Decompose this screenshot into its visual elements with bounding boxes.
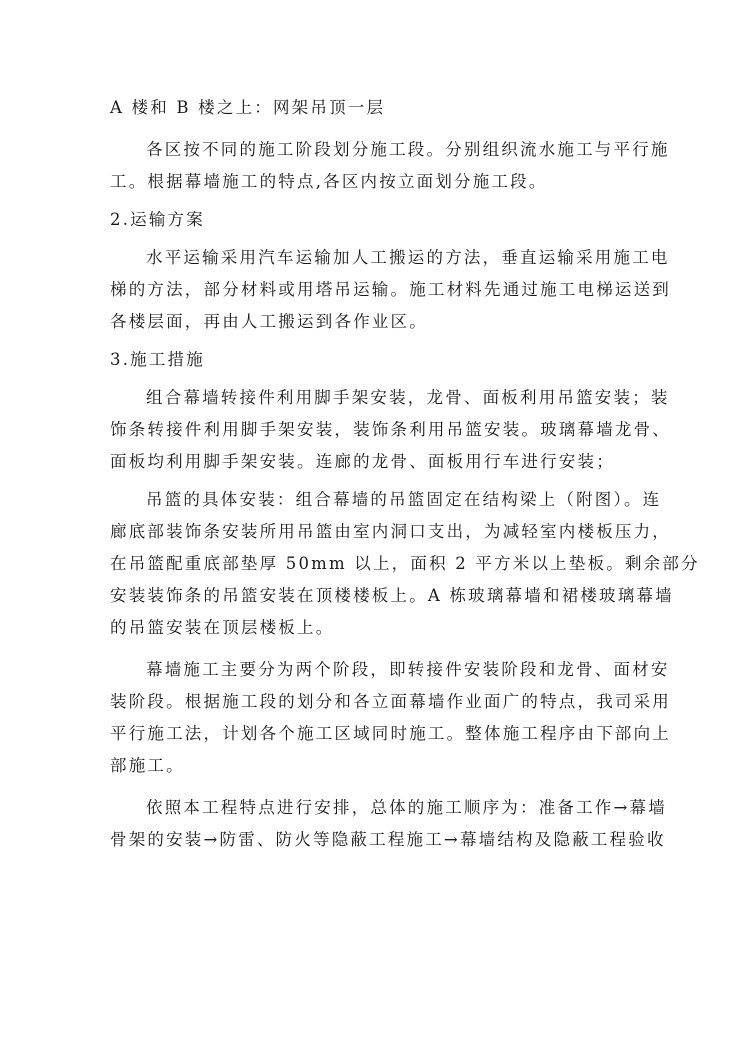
text-line: 各区按不同的施工阶段划分施工段。分别组织流水施工与平行施: [146, 140, 670, 159]
document-body: [110, 92, 700, 856]
text-line: 依照本工程特点进行安排，总体的施工顺序为：准备工作→幕墙: [146, 798, 667, 817]
text-line: 工。根据幕墙施工的特点,各区内按立面划分施工段。: [110, 172, 548, 191]
text-line: 组合幕墙转接件利用脚手架安装，龙骨、面板利用吊篮安装；装: [146, 388, 670, 407]
text-line: 水平运输采用汽车运输加人工搬运的方法，垂直运输采用施工电: [146, 248, 670, 267]
section-heading: 3.施工措施: [110, 350, 205, 369]
text-line: 梯的方法，部分材料或用塔吊运输。施工材料先通过施工电梯运送到: [110, 280, 671, 299]
text-line: 骨架的安装→防雷、防火等隐蔽工程施工→幕墙结构及隐蔽工程验收: [110, 830, 666, 849]
text-line: A 楼和 B 楼之上：网架吊顶一层: [110, 98, 386, 117]
text-line: 的吊篮安装在顶层楼板上。: [110, 618, 335, 637]
section-heading: 2.运输方案: [110, 210, 205, 229]
text-line: 平行施工法，计划各个施工区域同时施工。整体施工程序由下部向上: [110, 724, 671, 743]
text-line: 廊底部装饰条安装所用吊篮由室内洞口支出，为减轻室内楼板压力，: [110, 522, 671, 541]
text-line: 吊篮的具体安装：组合幕墙的吊篮固定在结构梁上（附图）。连: [146, 490, 662, 509]
text-line: 安装装饰条的吊篮安装在顶楼楼板上。A 栋玻璃幕墙和裙楼玻璃幕墙: [110, 586, 674, 605]
text-line: 饰条转接件利用脚手架安装，装饰条利用吊篮安装。玻璃幕墙龙骨、: [110, 420, 671, 439]
text-line: 幕墙施工主要分为两个阶段，即转接件安装阶段和龙骨、面材安: [146, 660, 670, 679]
text-line: 面板均利用脚手架安装。连廊的龙骨、面板用行车进行安装；: [110, 452, 615, 471]
text-line: 部施工。: [110, 756, 185, 775]
text-line: 装阶段。根据施工段的划分和各立面幕墙作业面广的特点，我司采用: [110, 692, 671, 711]
text-line: 在吊篮配重底部垫厚 50mm 以上，面积 2 平方米以上垫板。剩余部分: [110, 554, 700, 573]
text-line: 各楼层面，再由人工搬运到各作业区。: [110, 312, 428, 331]
